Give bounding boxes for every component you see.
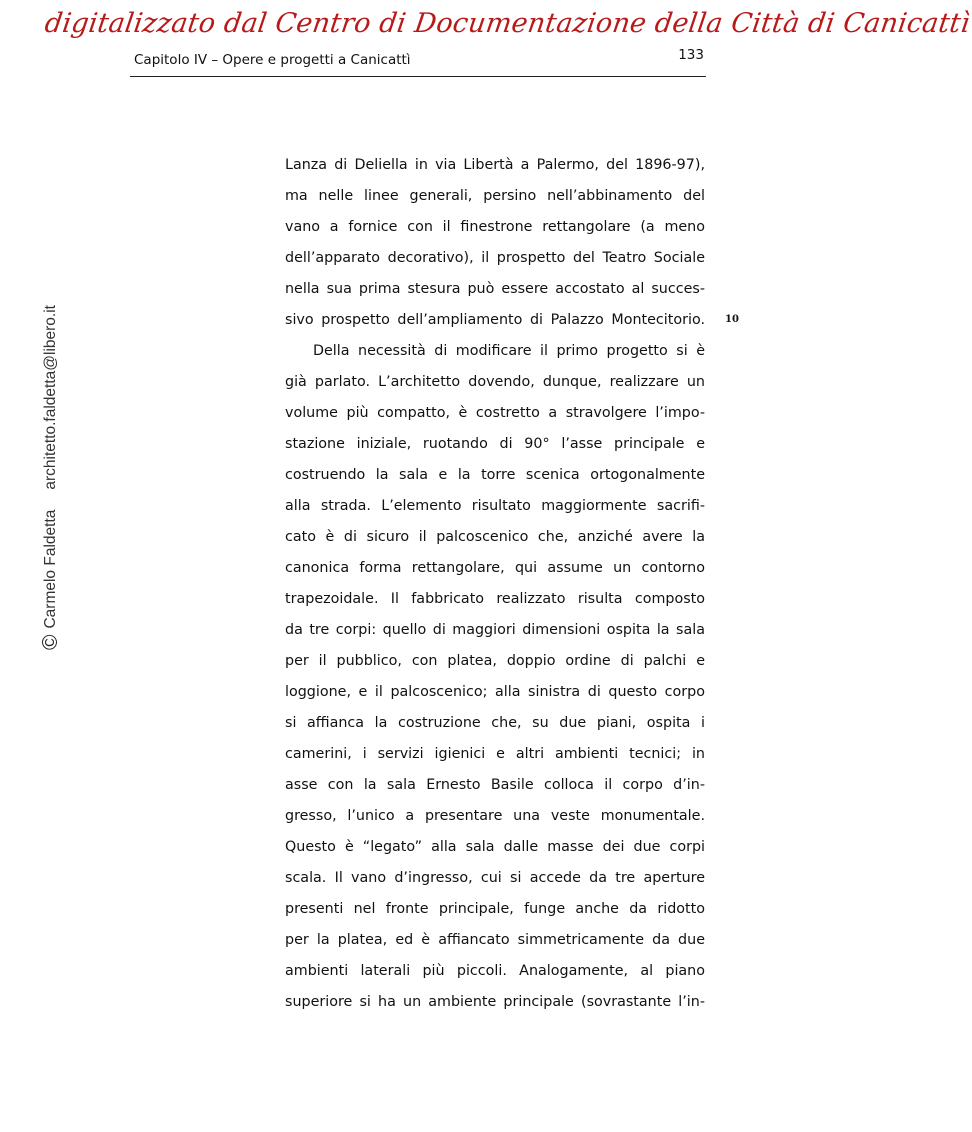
running-header-title: Capitolo IV – Opere e progetti a Canicattì (134, 52, 411, 68)
text-line: scala. Il vano d’ingresso, cui si accede da tre aperture (285, 870, 705, 886)
text-line: Questo è “legato” alla sala dalle masse dei due corpi (285, 839, 705, 855)
text-line: camerini, i servizi igienici e altri ambienti tecnici; in (285, 746, 705, 762)
text-line: vano a fornice con il finestrone rettangolare (a meno (285, 219, 705, 235)
page-number: 133 (678, 47, 704, 63)
text-line: per la platea, ed è affiancato simmetricamente da due (285, 932, 705, 948)
text-line: trapezoidale. Il fabbricato realizzato risulta composto (285, 591, 705, 607)
digitization-banner: digitalizzato dal Centro di Documentazione della Città di Canicattì (42, 8, 972, 39)
text-line: ambienti laterali più piccoli. Analogamente, al piano (285, 963, 705, 979)
text-line: stazione iniziale, ruotando di 90° l’asse principale e (285, 436, 705, 452)
text-line: volume più compatto, è costretto a stravolgere l’impo- (285, 405, 705, 421)
header-rule (130, 76, 706, 77)
text-line: ma nelle linee generali, persino nell’abbinamento del (285, 188, 705, 204)
text-line: canonica forma rettangolare, qui assume un contorno (285, 560, 705, 576)
text-line: gresso, l’unico a presentare una veste monumentale. (285, 808, 705, 824)
text-line: superiore si ha un ambiente principale (sovrastante l’in- (285, 994, 705, 1010)
text-line: costruendo la sala e la torre scenica ortogonalmente (285, 467, 705, 483)
copyright-icon: © (39, 634, 62, 650)
text-line: dell’apparato decorativo), il prospetto del Teatro Sociale (285, 250, 705, 266)
text-line: alla strada. L’elemento risultato maggiormente sacrifi- (285, 498, 705, 514)
text-line: presenti nel fronte principale, funge anche da ridotto (285, 901, 705, 917)
text-line: asse con la sala Ernesto Basile colloca il corpo d’in- (285, 777, 705, 793)
watermark-author: Carmelo Faldetta (42, 509, 59, 629)
margin-note-number: 10 (725, 314, 739, 325)
text-line: da tre corpi: quello di maggiori dimensioni ospita la sala (285, 622, 705, 638)
text-line: nella sua prima stesura può essere accostato al succes- (285, 281, 705, 297)
text-line: Della necessità di modificare il primo progetto si è (313, 343, 705, 359)
paragraph-1 (285, 150, 705, 336)
text-line: sivo prospetto dell’ampliamento di Palazzo Montecitorio. (285, 312, 705, 328)
text-line: si affianca la costruzione che, su due piani, ospita i (285, 715, 705, 731)
text-line: già parlato. L’architetto dovendo, dunque, realizzare un (285, 374, 705, 390)
paragraph-2 (285, 336, 705, 1018)
text-line: loggione, e il palcoscenico; alla sinistra di questo corpo (285, 684, 705, 700)
text-line: per il pubblico, con platea, doppio ordine di palchi e (285, 653, 705, 669)
text-line: Lanza di Deliella in via Libertà a Palermo, del 1896-97), (285, 157, 705, 173)
watermark-email: architetto.faldetta@libero.it (42, 305, 59, 490)
copyright-watermark (41, 290, 61, 650)
text-line: cato è di sicuro il palcoscenico che, anziché avere la (285, 529, 705, 545)
body-text (285, 150, 705, 1018)
